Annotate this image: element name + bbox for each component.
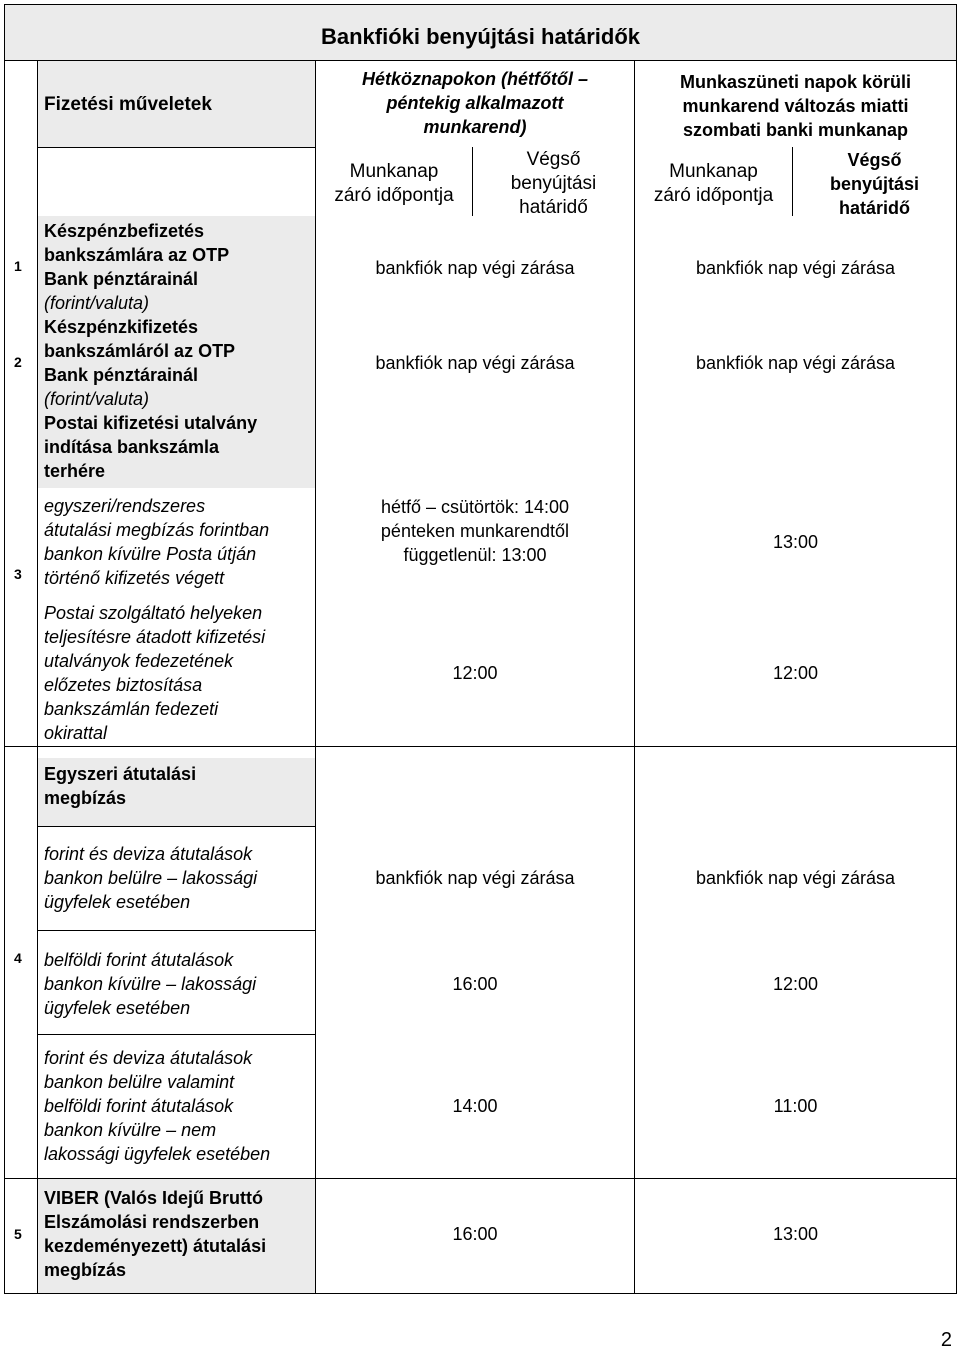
row2-number: 2 [14, 354, 22, 370]
row2-label [44, 315, 235, 411]
row3-sub-b-line-2: teljesítésre átadott kifizetési [44, 627, 266, 647]
row4-sub-c-line-2: bankon belülre valamint [44, 1072, 235, 1092]
row4-sub-c-holiday: 11:00 [773, 1096, 818, 1116]
row4-label-line-2: megbízás [44, 788, 127, 808]
row3-sub-a-line-4: történő kifizetés végett [44, 568, 225, 588]
row5-weekday-value: 16:00 [452, 1224, 498, 1244]
header-holiday-group [635, 70, 956, 142]
header-holiday-close [635, 160, 792, 208]
row4-sub-a-line-3: ügyfelek esetében [44, 892, 191, 912]
row2-label-line-2: bankszámláról az OTP [44, 341, 236, 361]
holiday-deadline-line-1: Végső [847, 150, 902, 170]
row2-weekday-value: bankfiók nap végi zárása [375, 353, 575, 373]
row4-sub-c-line-1: forint és deviza átutalások [44, 1048, 253, 1068]
row3-sub-a-weekday [316, 495, 634, 567]
header-weekday-deadline [473, 148, 634, 220]
row1-number: 1 [14, 258, 22, 274]
weekday-deadline-line-3: határidő [519, 197, 588, 218]
row4-group-line [37, 826, 315, 827]
weekday-group-line-2: péntekig alkalmazott [386, 93, 564, 113]
weekday-group-line-1: Hétköznapokon (hétfőtől – [362, 69, 588, 89]
row1-label-line-2: bankszámlára az OTP [44, 245, 230, 265]
row3-sub-a-weekday-line-2: pénteken munkarendtől [380, 521, 570, 541]
row4-sub-a-holiday: bankfiók nap végi zárása [695, 868, 896, 888]
row4-sub-line-2 [37, 1034, 315, 1035]
row4-sub-b-label [44, 948, 256, 1020]
row5-label [44, 1186, 266, 1282]
row1-holiday-value: bankfiók nap végi zárása [695, 258, 896, 278]
holiday-deadline-line-2: benyújtási [829, 174, 920, 194]
row4-sub-c-weekday: 14:00 [452, 1096, 498, 1116]
row3-sub-a-holiday: 13:00 [772, 532, 819, 552]
row4-number: 4 [14, 950, 22, 966]
page-number: 2 [940, 1329, 952, 1351]
row5-holiday-value: 13:00 [772, 1224, 819, 1244]
weekday-close-line-2: záró időpontja [334, 185, 454, 206]
row3-sub-a-line-2: átutalási megbízás forintban [44, 520, 270, 540]
row3-sub-a-label [44, 494, 269, 590]
header-ops-label: Fizetési műveletek [44, 94, 212, 115]
row3-sub-a-weekday-line-3: függetlenül: 13:00 [403, 545, 547, 565]
row1-label [44, 219, 229, 315]
weekday-close-line-1: Munkanap [349, 161, 439, 182]
row4-label-line-1: Egyszeri átutalási [44, 764, 197, 784]
holiday-close-line-1: Munkanap [669, 161, 758, 182]
header-weekday-close [316, 160, 472, 208]
row3-sub-b-weekday: 12:00 [452, 663, 498, 683]
row3-label-line-1: Postai kifizetési utalvány [44, 413, 258, 433]
row5-number: 5 [14, 1226, 22, 1242]
weekday-deadline-line-2: benyújtási [510, 173, 597, 194]
row4-bottom-line [4, 1178, 957, 1179]
row5-label-line-1: VIBER (Valós Idejű Bruttó [44, 1188, 264, 1208]
row4-sub-c-label [44, 1046, 270, 1166]
header-holiday-deadline [793, 148, 956, 220]
row2-holiday-value: bankfiók nap végi zárása [695, 353, 896, 373]
row3-label [44, 411, 257, 483]
row2-label-sub: (forint/valuta) [44, 389, 150, 409]
row4-sub-line-1 [37, 930, 315, 931]
header-weekday-group [316, 67, 634, 139]
row3-sub-b-line-3: utalványok fedezetének [44, 651, 234, 671]
row3-bottom-line [4, 746, 957, 747]
row4-sub-c-line-5: lakossági ügyfelek esetében [44, 1144, 271, 1164]
table-title-bar [4, 4, 957, 61]
row2-label-line-3: Bank pénztárainál [44, 365, 199, 385]
row3-label-line-3: terhére [44, 461, 106, 481]
row3-sub-b-holiday: 12:00 [772, 663, 819, 683]
row4-sub-c-line-3: belföldi forint átutalások [44, 1096, 234, 1116]
holiday-deadline-line-3: határidő [838, 198, 910, 218]
row4-sub-a-weekday: bankfiók nap végi zárása [375, 868, 575, 888]
row5-label-line-4: megbízás [44, 1260, 127, 1280]
row1-weekday-value: bankfiók nap végi zárása [375, 258, 575, 278]
row3-sub-b-line-6: okirattal [44, 723, 108, 743]
row4-sub-b-weekday: 16:00 [452, 974, 498, 994]
header-bottom-line [37, 147, 315, 148]
row4-sub-a-line-1: forint és deviza átutalások [44, 844, 253, 864]
holiday-group-line-3: szombati banki munkanap [682, 120, 909, 140]
row5-label-line-3: kezdeményezett) átutalási [44, 1236, 267, 1256]
holiday-group-line-2: munkarend változás miatti [682, 96, 909, 116]
row3-sub-a-line-3: bankon kívülre Posta útján [44, 544, 257, 564]
row4-sub-b-line-3: ügyfelek esetében [44, 998, 191, 1018]
table-border-bottom [4, 1293, 957, 1294]
row4-sub-c-line-4: bankon kívülre – nem [44, 1120, 217, 1140]
weekday-group-line-3: munkarend) [423, 117, 527, 137]
row1-label-sub: (forint/valuta) [44, 293, 150, 313]
row3-sub-b-line-5: bankszámlán fedezeti [44, 699, 219, 719]
row5-label-line-2: Elszámolási rendszerben [44, 1212, 260, 1232]
row3-sub-a-weekday-line-1: hétfő – csütörtök: 14:00 [380, 497, 570, 517]
row4-label [44, 762, 196, 810]
holiday-close-line-2: záró időpontja [653, 185, 774, 206]
table-border-left [4, 61, 5, 1294]
row3-label-line-2: indítása bankszámla [44, 437, 220, 457]
weekday-deadline-line-1: Végső [526, 149, 581, 170]
table-border-right [956, 4, 957, 1294]
row1-label-line-1: Készpénzbefizetés [44, 221, 205, 241]
row4-sub-b-line-1: belföldi forint átutalások [44, 950, 234, 970]
row4-sub-b-holiday: 12:00 [772, 974, 819, 994]
row2-label-line-1: Készpénzkifizetés [44, 317, 199, 337]
holiday-group-line-1: Munkaszüneti napok körüli [679, 72, 912, 92]
row1-label-line-3: Bank pénztárainál [44, 269, 199, 289]
row4-sub-a-label [44, 842, 257, 914]
row4-sub-a-line-2: bankon belülre – lakossági [44, 868, 258, 888]
row3-number: 3 [14, 566, 22, 582]
row3-sub-b-label [44, 601, 265, 745]
row3-sub-b-line-1: Postai szolgáltató helyeken [44, 603, 263, 623]
page-title: Bankfióki benyújtási határidők [320, 24, 641, 49]
row3-sub-a-line-1: egyszeri/rendszeres [44, 496, 206, 516]
col-divider-num [37, 61, 38, 1294]
row4-sub-b-line-2: bankon kívülre – lakossági [44, 974, 257, 994]
row3-sub-b-line-4: előzetes biztosítása [44, 675, 203, 695]
